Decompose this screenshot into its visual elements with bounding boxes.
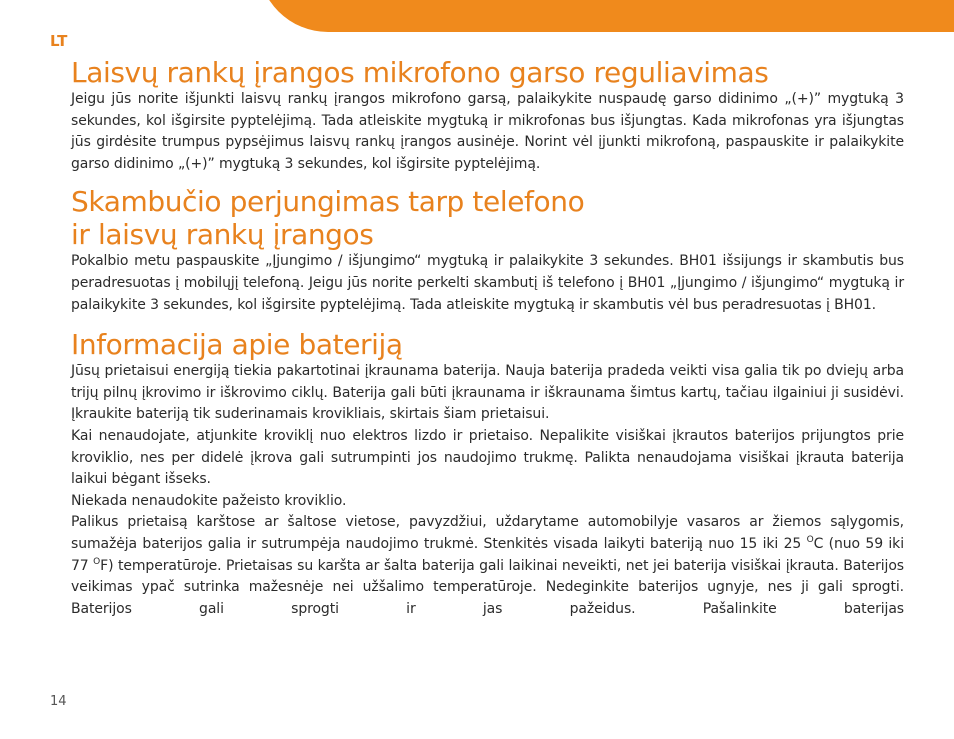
paragraph-call-transfer: Pokalbio metu paspauskite „Įjungimo / išjungimo“ mygtuką ir palaikykite 3 sekundes. BH01 išsijungs ir skambutis bus peradresuotas į mobilųjį telefoną. Jeigu jūs norite perkelti skambutį iš telefono į BH01 „Įjungimo / išjungimo“ mygtuką ir palaikykite 3 sekundes, kol išgirsite pyptelėjimą. Tada atleiskite mygtuką ir skambutis vėl bus peradresuotas į BH01. <box>71 253 904 313</box>
paragraph-battery-4 <box>71 512 904 620</box>
degree-mark-celsius: O <box>806 534 814 545</box>
section-title-call-transfer-line1: Skambučio perjungimas tarp telefono <box>71 185 585 219</box>
battery-4-part-3: F) temperatūroje. Prietaisas su karšta ar šalta baterija gali laikinai neveikti, net jei baterija visiškai įkrauta. Baterijos veikimas ypač sutrinka mažesnėje nei užšalimo temperatūroje. Nedeginkite baterijos ugnyje, nes ji gali sprogti. Baterijos gali sprogti ir jas pažeidus. Pašalinkite baterijas <box>71 557 904 617</box>
degree-mark-fahrenheit: O <box>93 556 101 567</box>
section-title-battery: Informacija apie bateriją <box>71 328 403 362</box>
document-body <box>71 52 904 620</box>
language-tag: LT <box>50 32 68 50</box>
section-title-call-transfer <box>71 185 904 251</box>
section-title-call-transfer-line2: ir laisvų rankų įrangos <box>71 218 374 252</box>
battery-4-part-2: C (nuo 59 iki 77 <box>71 535 904 574</box>
battery-4-part-1: Palikus prietaisą karštose ar šaltose vietose, pavyzdžiui, uždarytame automobilyje vasaros ar žiemos sąlygomis, sumažėja baterijos galia ir sutrumpėja naudojimo trukmė. Stenkitės visada laikyti bateriją nuo 15 iki 25 <box>71 514 904 552</box>
paragraph-battery-1: Jūsų prietaisui energiją tiekia pakartotinai įkraunama baterija. Nauja baterija pradeda veikti visa galia tik po dviejų arba trijų pilnų įkrovimo ir iškrovimo ciklų. Baterija gali būti įkraunama ir iškraunama šimtus kartų, tačiau ilgainiui ji susidėvi. Įkraukite bateriją tik suderinamais krovikliais, skirtais šiam prietaisui. <box>71 363 904 423</box>
header-accent-bar <box>258 0 954 32</box>
section-title-microphone: Laisvų rankų įrangos mikrofono garso reguliavimas <box>71 56 769 89</box>
paragraph-battery-2: Kai nenaudojate, atjunkite kroviklį nuo elektros lizdo ir prietaiso. Nepalikite visiškai įkrautos baterijos prijungtos prie kroviklio, nes per didelė įkrova gali sutrumpinti jos naudojimo trukmę. Palikta nenaudojama visiškai įkrauta baterija laikui bėgant išseks. <box>71 427 904 488</box>
page-number: 14 <box>50 694 67 709</box>
paragraph-microphone: Jeigu jūs norite išjunkti laisvų rankų įrangos mikrofono garsą, palaikykite nuspaudę garso didinimo „(+)” mygtuką 3 sekundes, kol išgirsite pyptelėjimą. Tada atleiskite mygtuką ir mikrofonas bus išjungtas. Kada mikrofonas yra išjungtas jūs girdėsite trumpus pypsėjimus laisvų rankų įrangos ausinėje. Norint vėl įjunkti mikrofoną, paspauskite ir palaikykite garso didinimo „(+)” mygtuką 3 sekundes, kol išgirsite pyptelėjimą. <box>71 91 904 172</box>
paragraph-battery-3: Niekada nenaudokite pažeisto kroviklio. <box>71 492 347 509</box>
